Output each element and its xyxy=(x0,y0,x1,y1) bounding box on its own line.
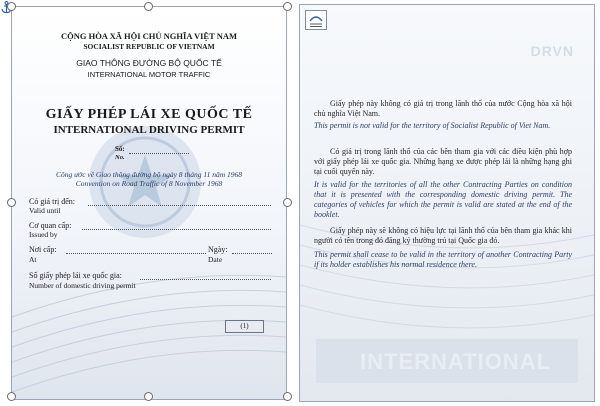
issue-place-en: At xyxy=(29,255,37,264)
resize-handle-top-left[interactable] xyxy=(7,2,16,11)
paragraph-1-vi: Giấy phép này không có giá trị trong lãnh thổ của nước Cộng hòa xã hội chủ nghĩa Việt Nam. xyxy=(314,99,572,118)
resize-handle-top-right[interactable] xyxy=(283,2,292,11)
watermark-bottom: INTERNATIONAL xyxy=(360,349,552,374)
layout-options-icon[interactable] xyxy=(305,10,327,30)
domestic-permit-en: Number of domestic driving permit xyxy=(29,281,136,290)
ministry-vi: GIAO THÔNG ĐƯỜNG BỘ QUỐC TẾ xyxy=(76,58,222,68)
convention-en: Convention on Road Traffic of 8 November 1968 xyxy=(75,179,223,188)
selected-image-permit-front[interactable] xyxy=(11,6,287,400)
resize-handle-middle-right[interactable] xyxy=(283,198,292,207)
paragraph-3-en: This permit shall cease to be valid in the territory of another Contracting Party if its holder establishes his normal residence there. xyxy=(314,250,572,269)
issued-by-field xyxy=(82,229,271,230)
header-en: SOCIALIST REPUBLIC OF VIETNAM xyxy=(83,42,215,51)
resize-handle-middle-left[interactable] xyxy=(7,198,16,207)
resize-handle-bottom-center[interactable] xyxy=(144,392,153,401)
issued-by-en: Issued by xyxy=(29,230,58,239)
issue-place-vi: Nơi cấp: xyxy=(29,245,57,254)
resize-handle-top-center[interactable] xyxy=(144,2,153,11)
issue-place-field xyxy=(66,253,206,254)
paragraph-2-vi: Có giá trị trong lãnh thổ của các bên tham gia với các điều kiện phù hợp với giấy phép lái xe quốc gia. Những hạng xe được phép lái là những hạng ghi tại cuối quyển này. xyxy=(314,147,572,176)
convention-vi: Công ước về Giao thông đường bộ ngày 8 tháng 11 năm 1968 xyxy=(55,170,243,179)
issue-date-vi: Ngày: xyxy=(208,245,228,254)
number-label-vi: Số: xyxy=(115,145,125,153)
number-label-en: No. xyxy=(115,154,125,161)
valid-until-vi: Có giá trị đến: xyxy=(29,197,75,206)
number-field xyxy=(129,153,189,154)
resize-handle-bottom-right[interactable] xyxy=(283,392,292,401)
domestic-permit-field xyxy=(140,279,271,280)
resize-handle-bottom-left[interactable] xyxy=(7,392,16,401)
paragraph-1-en: This permit is not valid for the territory of Socialist Republic of Viet Nam. xyxy=(314,121,551,130)
paragraph-2-en: It is valid for the territories of all the other Contracting Parties on condition that it is presented with the corresponding domestic driving permit. The categories of vehicles for which the permit is valid are stated at the end of the booklet. xyxy=(314,180,572,219)
page-number-box: (1) xyxy=(225,320,264,333)
issued-by-vi: Cơ quan cấp: xyxy=(29,221,72,230)
header-vi: CỘNG HÒA XÃ HỘI CHỦ NGHĨA VIỆT NAM xyxy=(60,31,238,41)
issue-date-en: Date xyxy=(208,255,223,264)
watermark-top: DRVN xyxy=(530,43,574,59)
valid-until-field xyxy=(88,205,271,206)
valid-until-en: Valid until xyxy=(29,206,61,215)
domestic-permit-vi: Số giấy phép lái xe quốc gia: xyxy=(29,271,122,280)
image-permit-back[interactable] xyxy=(299,4,595,402)
paragraph-3-vi: Giấy phép này sẽ không có hiệu lực tại lãnh thổ của bên tham gia khác khi người có tên trong đó đăng ký thường trú tại Quốc gia đó. xyxy=(314,226,572,245)
ministry-en: INTERNATIONAL MOTOR TRAFFIC xyxy=(87,70,211,79)
issue-date-field xyxy=(232,253,272,254)
permit-title-vi: GIẤY PHÉP LÁI XE QUỐC TẾ xyxy=(45,107,253,122)
permit-title-en: INTERNATIONAL DRIVING PERMIT xyxy=(53,124,245,136)
